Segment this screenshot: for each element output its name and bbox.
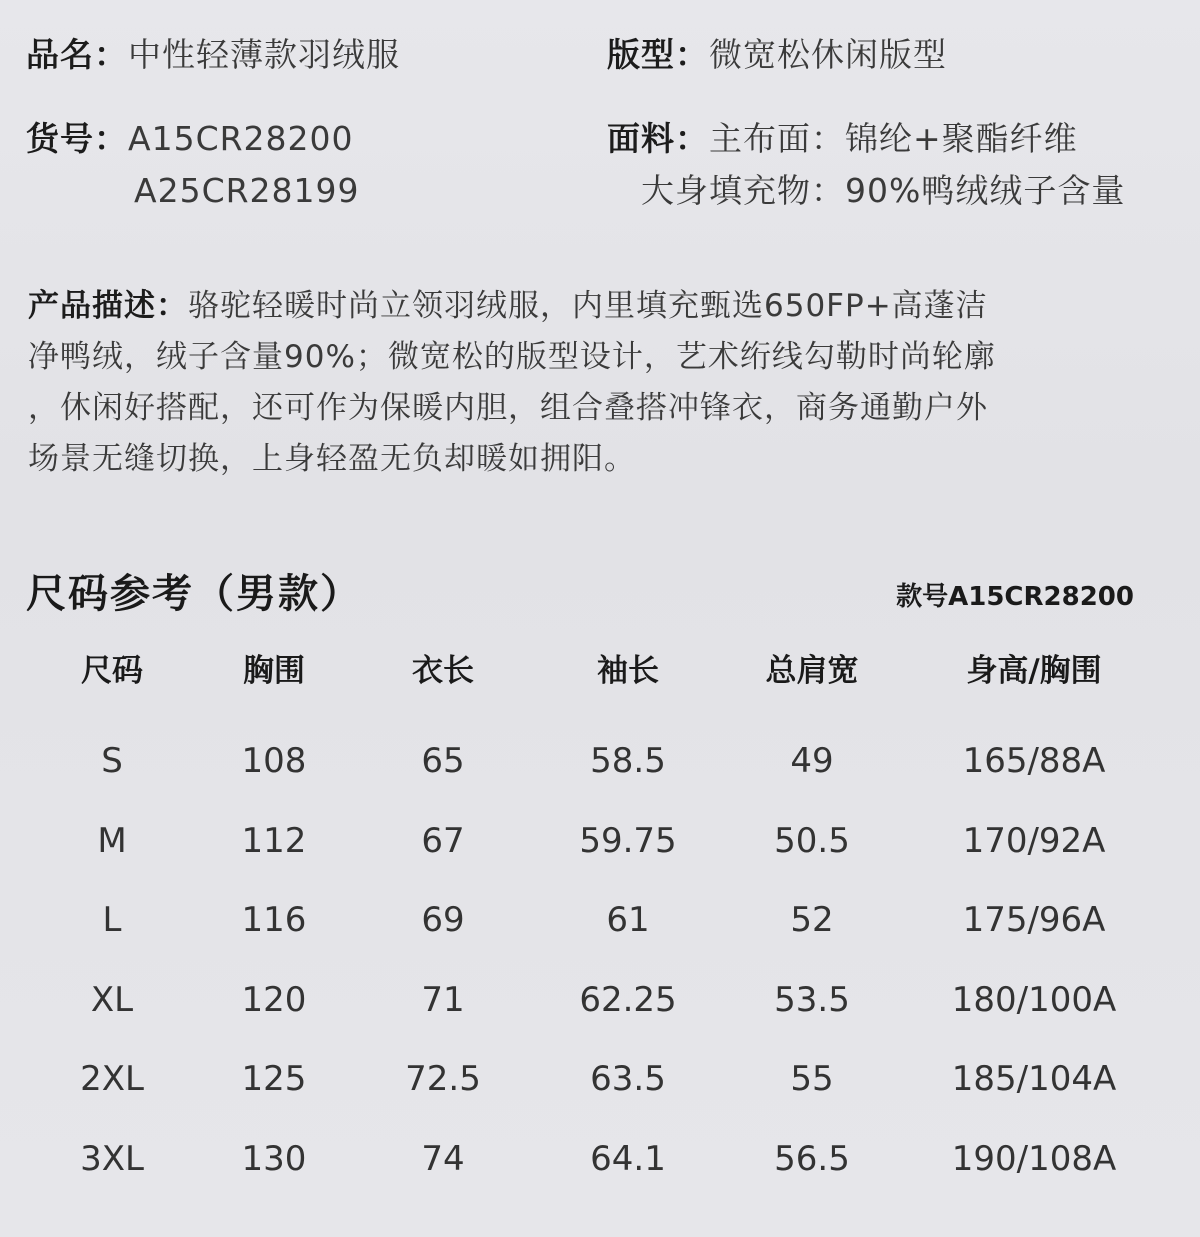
table-cell: 62.25 — [579, 980, 677, 1020]
header-height-chest: 身高/胸围 — [966, 653, 1102, 689]
product-name-value: 中性轻薄款羽绒服 — [128, 35, 400, 74]
table-cell: 59.75 — [579, 821, 677, 861]
table-cell: 64.1 — [590, 1139, 666, 1179]
table-cell: 61 — [606, 900, 650, 940]
description-text-3: ，休闲好搭配，还可作为保暖内胆，组合叠搭冲锋衣，商务通勤户外 — [28, 390, 988, 426]
header-chest: 胸围 — [243, 653, 305, 689]
table-cell: M — [97, 821, 127, 861]
table-cell: 74 — [421, 1139, 465, 1179]
table-cell: 2XL — [80, 1059, 144, 1099]
table-cell: 165/88A — [962, 741, 1106, 781]
fabric-label: 面料： — [607, 119, 709, 158]
table-cell: 108 — [241, 741, 307, 781]
sku-label: 货号： — [26, 119, 128, 158]
table-cell: 125 — [241, 1059, 307, 1099]
table-cell: 50.5 — [774, 821, 850, 861]
header-size: 尺码 — [81, 653, 143, 689]
description-text-1: 骆驼轻暖时尚立领羽绒服，内里填充甄选650FP+高蓬洁 — [188, 288, 988, 324]
header-length: 衣长 — [412, 653, 474, 689]
fabric-line-1: 主布面：锦纶+聚酯纤维 — [709, 119, 1078, 158]
table-cell: 52 — [790, 900, 834, 940]
table-cell: 116 — [241, 900, 307, 940]
fit-label: 版型： — [607, 35, 709, 74]
table-cell: 120 — [241, 980, 307, 1020]
table-cell: 72.5 — [405, 1059, 481, 1099]
table-cell: 185/104A — [951, 1059, 1117, 1099]
table-cell: 71 — [421, 980, 465, 1020]
table-cell: 170/92A — [962, 821, 1106, 861]
size-chart-title: 尺码参考（男款） — [26, 571, 362, 617]
table-cell: 65 — [421, 741, 465, 781]
description-text-4: 场景无缝切换，上身轻盈无负却暖如拥阳。 — [28, 441, 636, 477]
description-text-2: 净鸭绒，绒子含量90%；微宽松的版型设计，艺术绗线勾勒时尚轮廓 — [28, 339, 996, 375]
description-label: 产品描述： — [28, 288, 188, 324]
header-sleeve: 袖长 — [597, 653, 659, 689]
table-cell: 67 — [421, 821, 465, 861]
model-number: 款号A15CR28200 — [896, 582, 1134, 612]
table-cell: 49 — [790, 741, 834, 781]
product-name-label: 品名： — [26, 35, 128, 74]
table-cell: 3XL — [80, 1139, 144, 1179]
table-cell: 56.5 — [774, 1139, 850, 1179]
header-shoulder: 总肩宽 — [765, 653, 859, 689]
fit-value: 微宽松休闲版型 — [709, 35, 947, 74]
table-cell: XL — [90, 980, 134, 1020]
table-cell: L — [102, 900, 122, 940]
table-cell: 63.5 — [590, 1059, 666, 1099]
table-cell: 190/108A — [951, 1139, 1117, 1179]
table-cell: 175/96A — [962, 900, 1106, 940]
table-cell: 130 — [241, 1139, 307, 1179]
sku-value-2: A25CR28199 — [134, 171, 360, 210]
table-cell: 180/100A — [951, 980, 1117, 1020]
table-cell: 53.5 — [774, 980, 850, 1020]
table-cell: 112 — [241, 821, 307, 861]
table-cell: 55 — [790, 1059, 834, 1099]
fabric-line-2: 大身填充物：90%鸭绒绒子含量 — [641, 171, 1126, 210]
sku-value-1: A15CR28200 — [128, 119, 354, 158]
table-cell: 58.5 — [590, 741, 666, 781]
table-cell: 69 — [421, 900, 465, 940]
table-cell: S — [101, 741, 123, 781]
